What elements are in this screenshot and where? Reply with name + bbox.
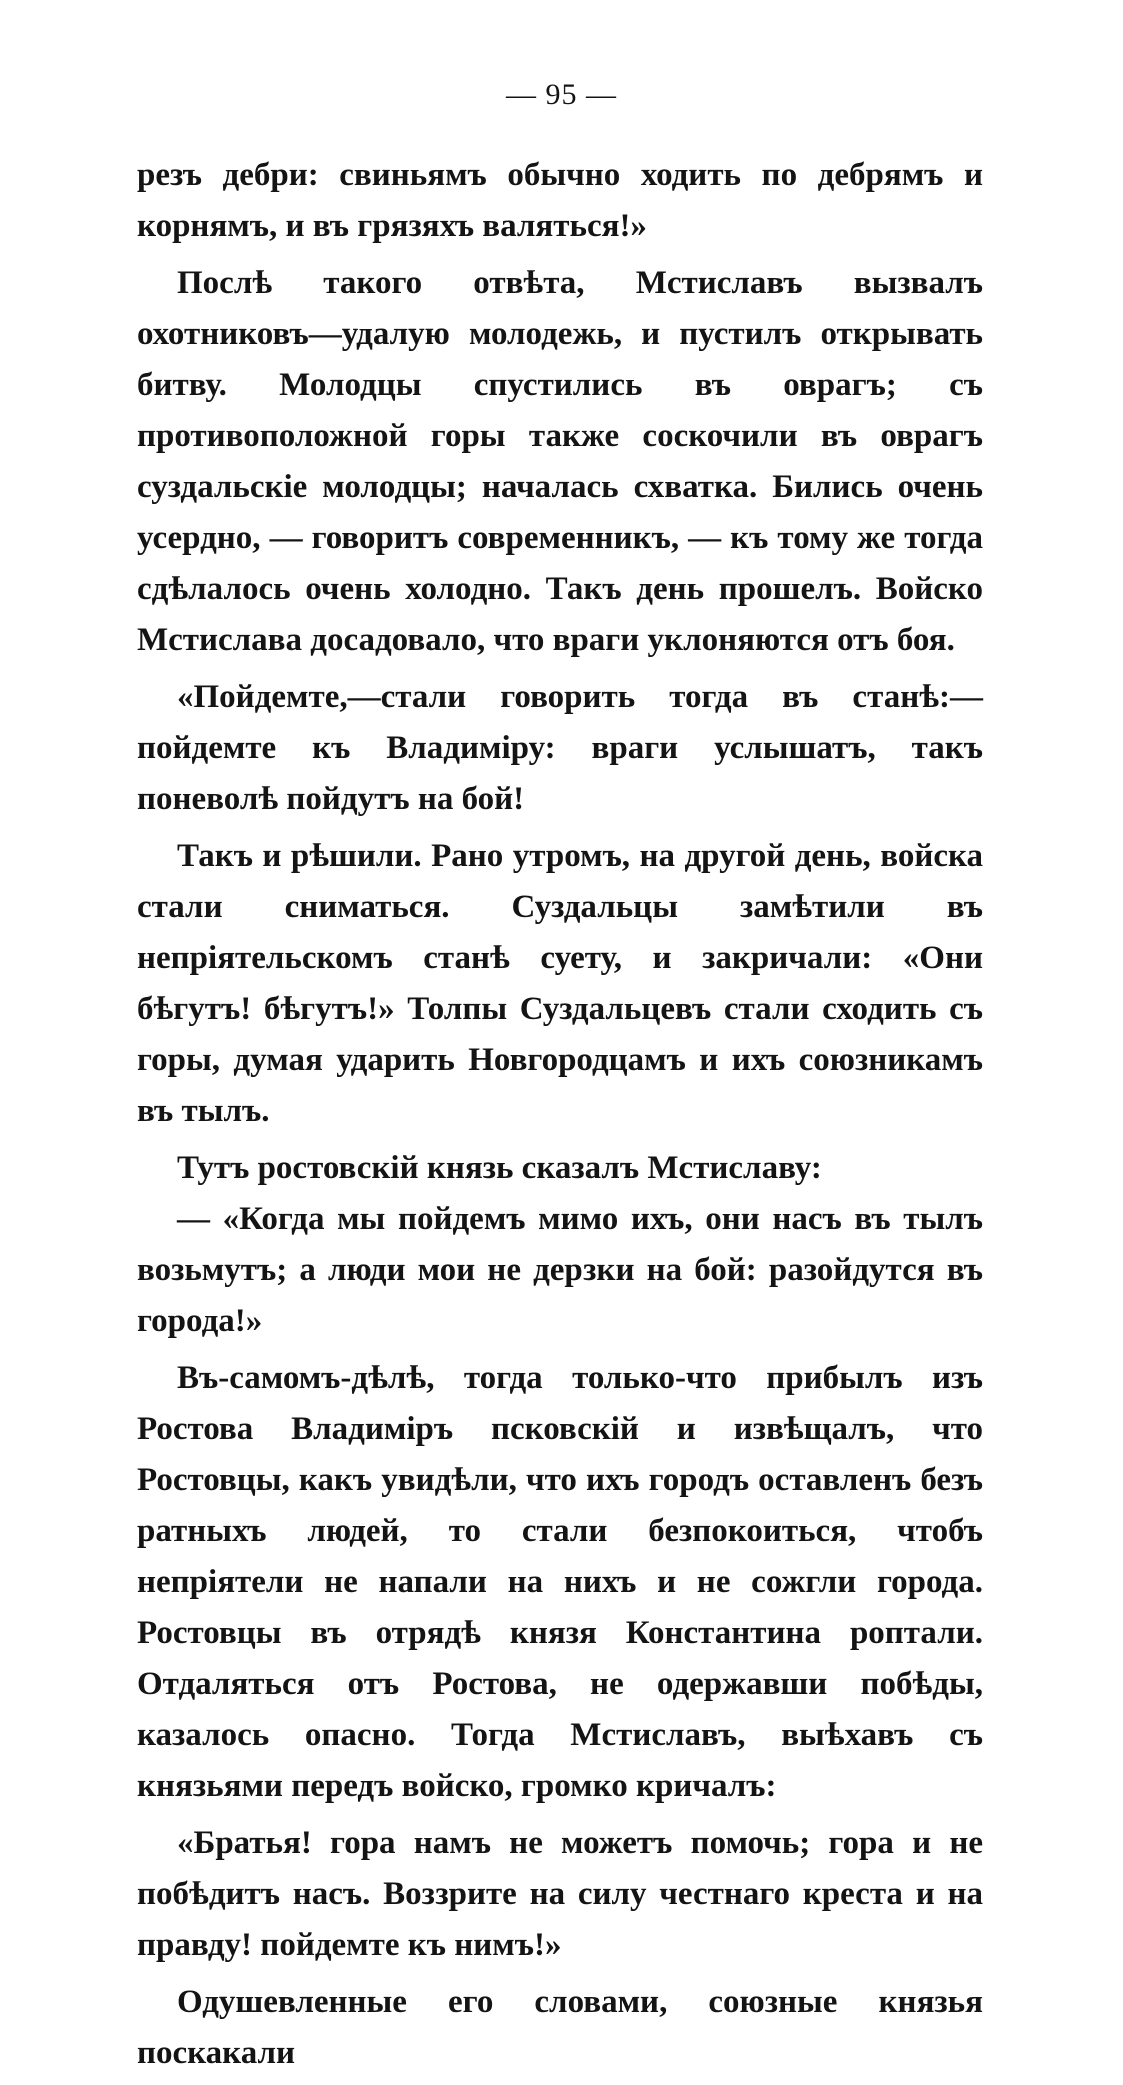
paragraph: «Братья! гора намъ не можетъ помочь; гора и не побѣдитъ насъ. Воззрите на силу честнаго креста и на правду! пойдемте къ нимъ!» <box>137 1825 983 1963</box>
paragraph: Въ-самомъ-дѣлѣ, тогда только-что прибылъ изъ Ростова Владиміръ псковскій и извѣщалъ, что Ростовцы, какъ увидѣли, что ихъ городъ оставленъ безъ ратныхъ людей, то стали безпокоиться, чтобъ непріятели не напали на нихъ и не сожгли города. Ростовцы въ отрядѣ князя Константина роптали. Отдаляться отъ Ростова, не одержавши побѣды, казалось опасно. Тогда Мстиславъ, выѣхавъ съ князьями передъ войско, громко кричалъ: <box>137 1360 983 1804</box>
paragraph: — «Когда мы пойдемъ мимо ихъ, они насъ въ тылъ возьмутъ; а люди мои не дерзки на бой: разойдутся въ города!» <box>137 1201 983 1339</box>
paragraph: резъ дебри: свиньямъ обычно ходить по дебрямъ и корнямъ, и въ грязяхъ валяться!» <box>137 157 983 244</box>
paragraph: Такъ и рѣшили. Рано утромъ, на другой день, войска стали сниматься. Суздальцы замѣтили въ непріятельскомъ станѣ суету, и закричали: «Они бѣгутъ! бѣгутъ!» Толпы Суздальцевъ стали сходить съ горы, думая ударить Новгородцамъ и ихъ союзникамъ въ тылъ. <box>137 838 983 1129</box>
page-number: — 95 — <box>506 78 617 111</box>
paragraph: Тутъ ростовскій князь сказалъ Мстиславу: <box>177 1150 822 1186</box>
paragraph: Послѣ такого отвѣта, Мстиславъ вызвалъ охотниковъ—удалую молодежь, и пустилъ открывать битву. Молодцы спустились въ оврагъ; съ противоположной горы также соскочили въ оврагъ суздальскіе молодцы; началась схватка. Бились очень усердно, — говоритъ современникъ, — къ тому же тогда сдѣлалось очень холодно. Такъ день прошелъ. Войско Мстислава досадовало, что враги уклоняются отъ боя. <box>137 265 983 658</box>
paragraph: «Пойдемте,—стали говорить тогда въ станѣ:—пойдемте къ Владиміру: враги услышатъ, такъ поневолѣ пойдутъ на бой! <box>137 679 983 817</box>
body-text <box>137 150 983 2085</box>
paragraph: Одушевленные его словами, союзные князья поскакали <box>137 1984 983 2071</box>
